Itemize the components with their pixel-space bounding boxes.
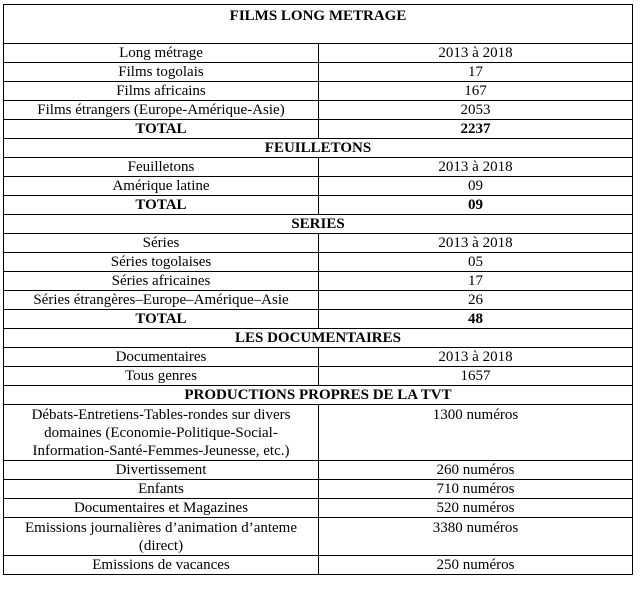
table-row <box>4 234 633 253</box>
total-row <box>4 310 633 329</box>
table-row <box>4 44 633 63</box>
document-page <box>3 4 633 575</box>
table-row <box>4 177 633 196</box>
row-value: 250 numéros <box>319 556 633 575</box>
total-label: TOTAL <box>4 310 319 329</box>
row-label: Amérique latine <box>4 177 319 196</box>
row-value: 260 numéros <box>319 461 633 480</box>
row-label: Séries africaines <box>4 272 319 291</box>
column-header-label: Séries <box>4 234 319 253</box>
total-value: 09 <box>319 196 633 215</box>
table-title-row <box>4 5 633 44</box>
section-title: PRODUCTIONS PROPRES DE LA TVT <box>4 386 633 405</box>
row-label: Divertissement <box>4 461 319 480</box>
row-label: Emissions de vacances <box>4 556 319 575</box>
row-value: 17 <box>319 63 633 82</box>
programming-table <box>3 4 633 575</box>
section-title: SERIES <box>4 215 633 234</box>
row-value: 17 <box>319 272 633 291</box>
section-title: LES DOCUMENTAIRES <box>4 329 633 348</box>
column-header-period: 2013 à 2018 <box>319 44 633 63</box>
row-label: Films togolais <box>4 63 319 82</box>
table-row <box>4 556 633 575</box>
row-value: 167 <box>319 82 633 101</box>
total-row <box>4 196 633 215</box>
column-header-period: 2013 à 2018 <box>319 234 633 253</box>
row-label: Films étrangers (Europe-Amérique-Asie) <box>4 101 319 120</box>
table-title: FILMS LONG METRAGE <box>4 5 633 44</box>
total-value: 48 <box>319 310 633 329</box>
table-row <box>4 82 633 101</box>
table-row <box>4 291 633 310</box>
row-label: Tous genres <box>4 367 319 386</box>
table-row <box>4 253 633 272</box>
row-label: Emissions journalières d’animation d’anteme (direct) <box>4 518 319 556</box>
section-header-row <box>4 386 633 405</box>
section-header-row <box>4 329 633 348</box>
table-row <box>4 499 633 518</box>
row-value: 3380 numéros <box>319 518 633 556</box>
section-header-row <box>4 215 633 234</box>
row-value: 09 <box>319 177 633 196</box>
row-value: 2053 <box>319 101 633 120</box>
table-row <box>4 101 633 120</box>
column-header-label: Long métrage <box>4 44 319 63</box>
row-label: Séries étrangères–Europe–Amérique–Asie <box>4 291 319 310</box>
total-label: TOTAL <box>4 120 319 139</box>
row-label: Enfants <box>4 480 319 499</box>
table-row <box>4 367 633 386</box>
row-value: 1657 <box>319 367 633 386</box>
row-value: 05 <box>319 253 633 272</box>
row-label: Films africains <box>4 82 319 101</box>
column-header-period: 2013 à 2018 <box>319 158 633 177</box>
table-row <box>4 518 633 556</box>
column-header-period: 2013 à 2018 <box>319 348 633 367</box>
table-row <box>4 461 633 480</box>
row-value: 710 numéros <box>319 480 633 499</box>
row-value: 520 numéros <box>319 499 633 518</box>
table-row <box>4 405 633 461</box>
section-header-row <box>4 139 633 158</box>
table-row <box>4 272 633 291</box>
total-label: TOTAL <box>4 196 319 215</box>
row-label: Documentaires et Magazines <box>4 499 319 518</box>
table-row <box>4 158 633 177</box>
table-row <box>4 348 633 367</box>
row-label: Débats-Entretiens-Tables-rondes sur divers domaines (Economie-Politique-Social-Information-Santé-Femmes-Jeunesse, etc.) <box>4 405 319 461</box>
row-value: 1300 numéros <box>319 405 633 461</box>
total-value: 2237 <box>319 120 633 139</box>
table-row <box>4 63 633 82</box>
column-header-label: Documentaires <box>4 348 319 367</box>
column-header-label: Feuilletons <box>4 158 319 177</box>
row-label: Séries togolaises <box>4 253 319 272</box>
table-row <box>4 480 633 499</box>
total-row <box>4 120 633 139</box>
row-value: 26 <box>319 291 633 310</box>
section-title: FEUILLETONS <box>4 139 633 158</box>
